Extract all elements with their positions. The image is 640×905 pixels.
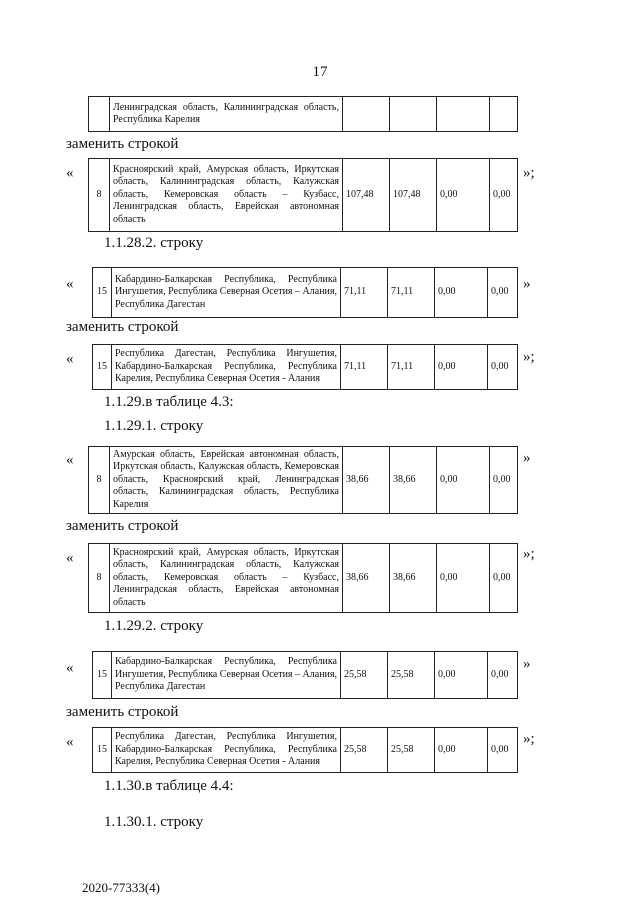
quote-open: « <box>66 351 74 367</box>
replace-with-row-text: заменить строкой <box>66 518 179 534</box>
row-value-2: 38,66 <box>390 544 437 613</box>
quote-close: »; <box>523 349 535 365</box>
row-value-3: 0,00 <box>435 728 488 773</box>
row-value-4: 0,00 <box>488 728 518 773</box>
row-value-3: 0,00 <box>435 652 488 699</box>
replace-with-row-text: заменить строкой <box>66 704 179 720</box>
replace-with-row-text: заменить строкой <box>66 319 179 335</box>
quote-open: « <box>66 165 74 181</box>
row-value-4: 0,00 <box>490 544 518 613</box>
row-value-4: 0,00 <box>488 652 518 699</box>
row-value-3: 0,00 <box>437 544 490 613</box>
row-number: 15 <box>93 268 112 318</box>
row-value-1: 71,11 <box>341 345 388 390</box>
table-row <box>92 651 518 699</box>
clause-1-1-29-2: 1.1.29.2. строку <box>104 618 204 634</box>
row-value-2: 71,11 <box>388 268 435 318</box>
quote-close: »; <box>523 731 535 747</box>
row-regions: Ленинградская область, Калининградская область, Республика Карелия <box>110 97 343 132</box>
table-row <box>92 267 518 318</box>
row-number: 15 <box>93 345 112 390</box>
table-row <box>88 96 518 132</box>
replace-with-row-text: заменить строкой <box>66 136 179 152</box>
row-regions: Амурская область, Еврейская автономная область, Иркутская область, Калужская область, Кемеровская область, Красноярский край, Ленинградская область, Калининградская область, Республика Карелия <box>110 447 343 514</box>
quote-close: »; <box>523 546 535 562</box>
clause-1-1-29: 1.1.29.в таблице 4.3: <box>104 394 234 410</box>
row-value-4 <box>490 97 518 132</box>
row-regions: Республика Дагестан, Республика Ингушетия, Кабардино-Балкарская Республика, Республика Карелия, Республика Северная Осетия - Алания <box>112 728 341 773</box>
row-value-1: 38,66 <box>343 544 390 613</box>
row-regions: Красноярский край, Амурская область, Иркутская область, Калининградская область, Калужская область, Кемеровская область – Кузбасс, Ленинградская область, Еврейская автономная область <box>110 159 343 232</box>
quote-open: « <box>66 452 74 468</box>
quote-close: » <box>523 450 531 466</box>
row-value-3 <box>437 97 490 132</box>
quote-close: » <box>523 276 531 292</box>
quote-open: « <box>66 660 74 676</box>
quote-open: « <box>66 734 74 750</box>
row-number: 8 <box>89 159 110 232</box>
row-value-2: 25,58 <box>388 652 435 699</box>
row-regions: Республика Дагестан, Республика Ингушетия, Кабардино-Балкарская Республика, Республика Карелия, Республика Северная Осетия - Алания <box>112 345 341 390</box>
table-row <box>88 543 518 613</box>
quote-open: « <box>66 550 74 566</box>
row-regions: Кабардино-Балкарская Республика, Республика Ингушетия, Республика Северная Осетия – Алания, Республика Дагестан <box>112 652 341 699</box>
row-value-3: 0,00 <box>437 159 490 232</box>
row-value-1 <box>343 97 390 132</box>
table-row <box>92 727 518 773</box>
row-value-1: 25,58 <box>341 652 388 699</box>
table-row <box>92 344 518 390</box>
row-regions: Кабардино-Балкарская Республика, Республика Ингушетия, Республика Северная Осетия – Алания, Республика Дагестан <box>112 268 341 318</box>
row-value-4: 0,00 <box>488 268 518 318</box>
row-number: 8 <box>89 544 110 613</box>
row-value-2: 38,66 <box>390 447 437 514</box>
row-value-1: 25,58 <box>341 728 388 773</box>
table-row <box>88 158 518 232</box>
row-number <box>89 97 110 132</box>
row-value-2 <box>390 97 437 132</box>
clause-1-1-28-2: 1.1.28.2. строку <box>104 235 204 251</box>
row-number: 15 <box>93 652 112 699</box>
row-value-2: 25,58 <box>388 728 435 773</box>
row-value-4: 0,00 <box>490 447 518 514</box>
row-value-3: 0,00 <box>435 345 488 390</box>
clause-1-1-30: 1.1.30.в таблице 4.4: <box>104 778 234 794</box>
row-number: 15 <box>93 728 112 773</box>
row-value-4: 0,00 <box>490 159 518 232</box>
table-row <box>88 446 518 514</box>
clause-1-1-30-1: 1.1.30.1. строку <box>104 814 204 830</box>
row-value-1: 71,11 <box>341 268 388 318</box>
row-value-2: 71,11 <box>388 345 435 390</box>
row-value-4: 0,00 <box>488 345 518 390</box>
row-regions: Красноярский край, Амурская область, Иркутская область, Калининградская область, Калужская область, Кемеровская область – Кузбасс, Ленинградская область, Еврейская автономная область <box>110 544 343 613</box>
row-value-3: 0,00 <box>437 447 490 514</box>
row-value-1: 107,48 <box>343 159 390 232</box>
document-id: 2020-77333(4) <box>82 880 160 895</box>
quote-close: » <box>523 656 531 672</box>
quote-close: »; <box>523 165 535 181</box>
row-value-3: 0,00 <box>435 268 488 318</box>
clause-1-1-29-1: 1.1.29.1. строку <box>104 418 204 434</box>
row-value-2: 107,48 <box>390 159 437 232</box>
page-number: 17 <box>312 64 328 80</box>
quote-open: « <box>66 276 74 292</box>
row-value-1: 38,66 <box>343 447 390 514</box>
row-number: 8 <box>89 447 110 514</box>
